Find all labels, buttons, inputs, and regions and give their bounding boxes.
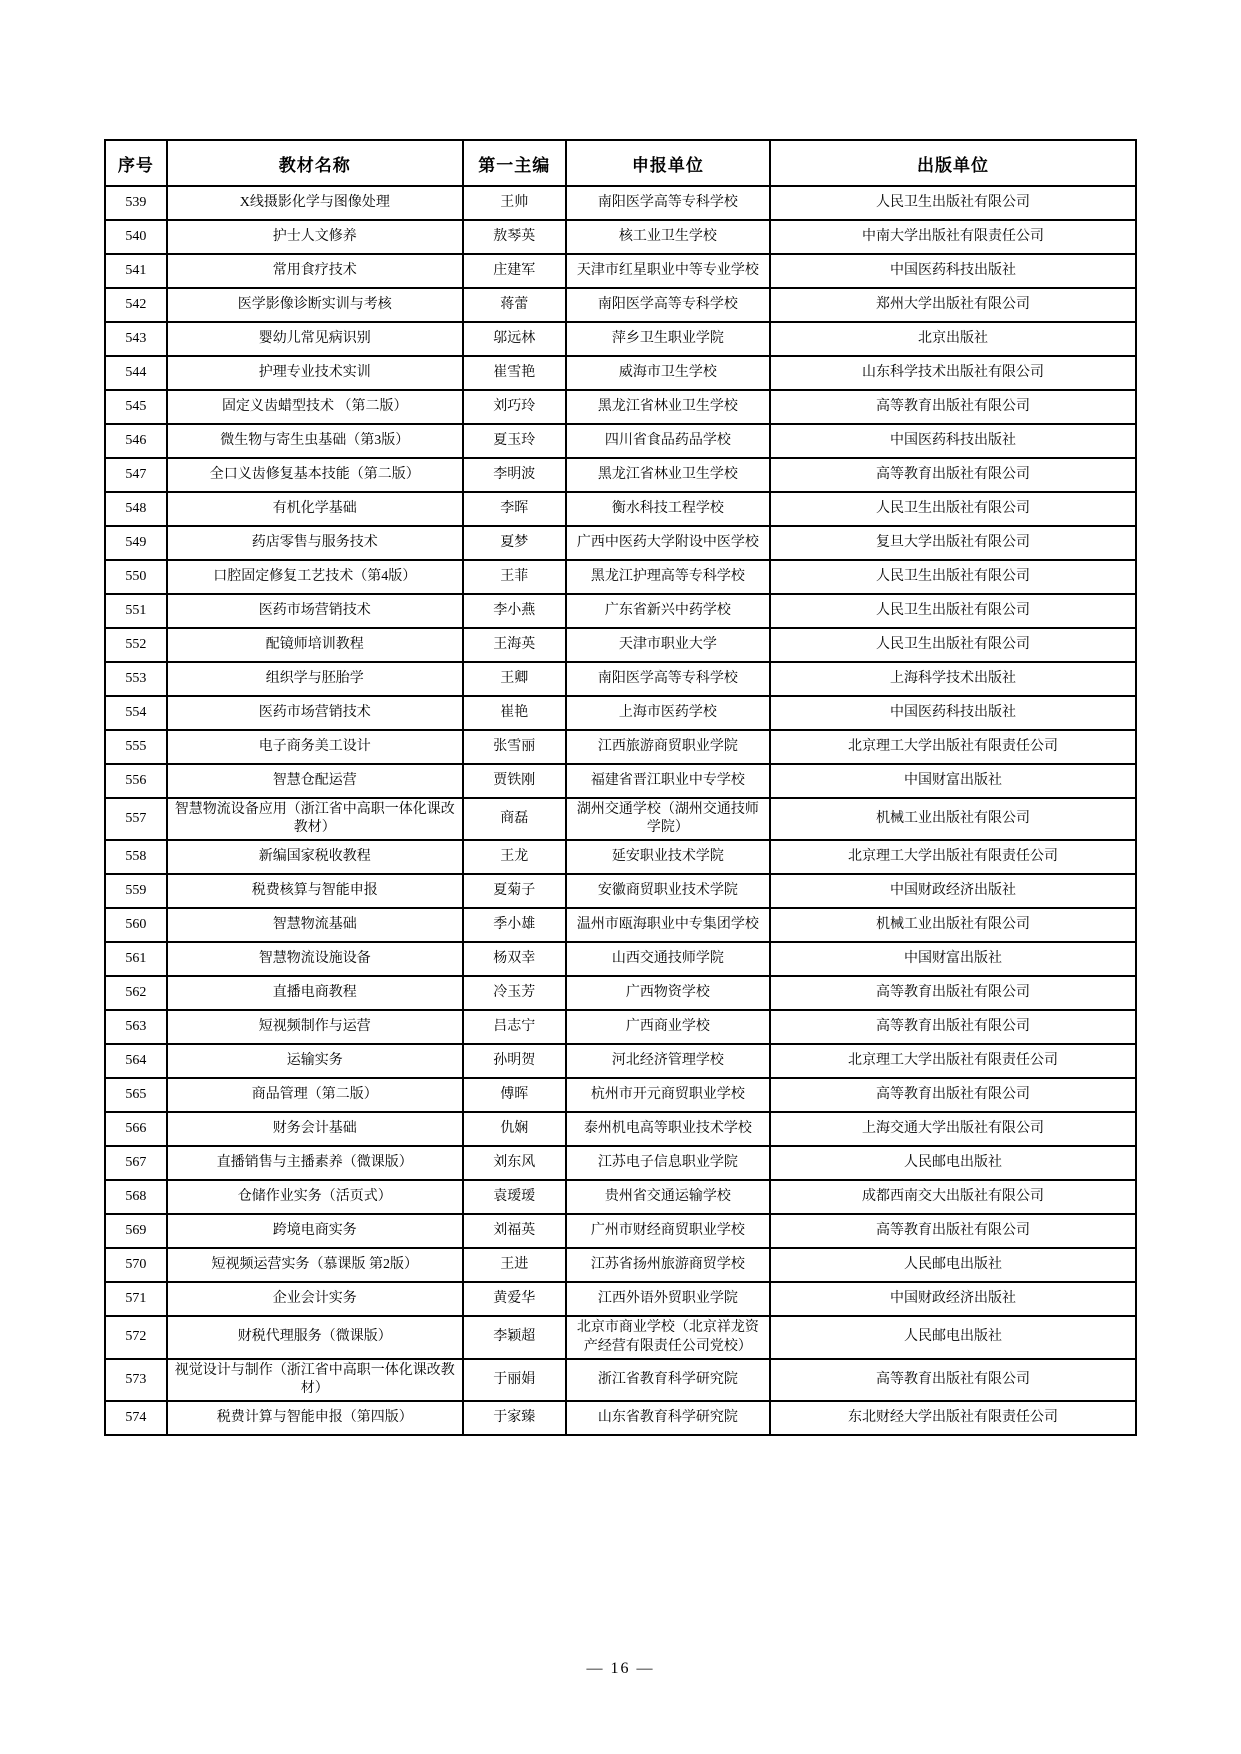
column-header-editor: 第一主编 — [463, 140, 566, 186]
table-row — [105, 322, 1136, 356]
cell-title: 微生物与寄生虫基础（第3版） — [167, 424, 463, 458]
cell-org: 安徽商贸职业技术学院 — [566, 874, 770, 908]
cell-org: 江苏省扬州旅游商贸学校 — [566, 1248, 770, 1282]
cell-editor: 冷玉芳 — [463, 976, 566, 1010]
cell-org: 江苏电子信息职业学院 — [566, 1146, 770, 1180]
cell-editor: 王进 — [463, 1248, 566, 1282]
cell-title: 医药市场营销技术 — [167, 696, 463, 730]
cell-title: 护士人文修养 — [167, 220, 463, 254]
cell-org: 浙江省教育科学研究院 — [566, 1359, 770, 1401]
table-row — [105, 1248, 1136, 1282]
cell-editor: 吕志宁 — [463, 1010, 566, 1044]
table-row — [105, 764, 1136, 798]
cell-serial: 554 — [105, 696, 167, 730]
cell-publisher: 郑州大学出版社有限公司 — [770, 288, 1136, 322]
cell-publisher: 中国医药科技出版社 — [770, 424, 1136, 458]
cell-publisher: 机械工业出版社有限公司 — [770, 798, 1136, 840]
page-number: — 16 — — [586, 1660, 655, 1677]
cell-org: 山西交通技师学院 — [566, 942, 770, 976]
cell-title: 短视频制作与运营 — [167, 1010, 463, 1044]
cell-serial: 546 — [105, 424, 167, 458]
cell-title: 智慧物流设施设备 — [167, 942, 463, 976]
cell-org: 河北经济管理学校 — [566, 1044, 770, 1078]
table-row — [105, 288, 1136, 322]
cell-editor: 仇娴 — [463, 1112, 566, 1146]
cell-title: 医药市场营销技术 — [167, 594, 463, 628]
table-row — [105, 942, 1136, 976]
cell-publisher: 人民邮电出版社 — [770, 1248, 1136, 1282]
cell-serial: 574 — [105, 1401, 167, 1435]
cell-publisher: 人民卫生出版社有限公司 — [770, 492, 1136, 526]
cell-serial: 547 — [105, 458, 167, 492]
cell-title: 商品管理（第二版） — [167, 1078, 463, 1112]
cell-editor: 杨双幸 — [463, 942, 566, 976]
cell-serial: 549 — [105, 526, 167, 560]
table-row — [105, 356, 1136, 390]
cell-editor: 崔艳 — [463, 696, 566, 730]
cell-title: 新编国家税收教程 — [167, 840, 463, 874]
cell-org: 广西商业学校 — [566, 1010, 770, 1044]
cell-org: 广西物资学校 — [566, 976, 770, 1010]
cell-publisher: 复旦大学出版社有限公司 — [770, 526, 1136, 560]
cell-editor: 商磊 — [463, 798, 566, 840]
cell-editor: 黄爱华 — [463, 1282, 566, 1316]
cell-org: 黑龙江省林业卫生学校 — [566, 390, 770, 424]
cell-serial: 572 — [105, 1316, 167, 1358]
cell-title: 护理专业技术实训 — [167, 356, 463, 390]
cell-serial: 552 — [105, 628, 167, 662]
table-row — [105, 1282, 1136, 1316]
table-row — [105, 628, 1136, 662]
cell-publisher: 人民卫生出版社有限公司 — [770, 186, 1136, 220]
cell-editor: 李晖 — [463, 492, 566, 526]
cell-title: X线摄影化学与图像处理 — [167, 186, 463, 220]
table-row — [105, 594, 1136, 628]
table-row — [105, 560, 1136, 594]
table-row — [105, 254, 1136, 288]
cell-org: 山东省教育科学研究院 — [566, 1401, 770, 1435]
cell-serial: 564 — [105, 1044, 167, 1078]
cell-title: 智慧物流基础 — [167, 908, 463, 942]
cell-editor: 王卿 — [463, 662, 566, 696]
table-row — [105, 1146, 1136, 1180]
table-row — [105, 798, 1136, 840]
cell-publisher: 机械工业出版社有限公司 — [770, 908, 1136, 942]
cell-serial: 540 — [105, 220, 167, 254]
cell-editor: 于丽娟 — [463, 1359, 566, 1401]
cell-publisher: 上海科学技术出版社 — [770, 662, 1136, 696]
cell-serial: 559 — [105, 874, 167, 908]
cell-org: 核工业卫生学校 — [566, 220, 770, 254]
cell-serial: 557 — [105, 798, 167, 840]
header-row — [105, 140, 1136, 186]
table-row — [105, 696, 1136, 730]
cell-org: 衡水科技工程学校 — [566, 492, 770, 526]
cell-publisher: 人民卫生出版社有限公司 — [770, 594, 1136, 628]
cell-serial: 558 — [105, 840, 167, 874]
cell-org: 杭州市开元商贸职业学校 — [566, 1078, 770, 1112]
column-header-serial: 序号 — [105, 140, 167, 186]
cell-editor: 李颖超 — [463, 1316, 566, 1358]
cell-editor: 王菲 — [463, 560, 566, 594]
cell-publisher: 山东科学技术出版社有限公司 — [770, 356, 1136, 390]
cell-serial: 571 — [105, 1282, 167, 1316]
table-row — [105, 908, 1136, 942]
cell-publisher: 北京理工大学出版社有限责任公司 — [770, 730, 1136, 764]
cell-title: 视觉设计与制作（浙江省中高职一体化课改教材） — [167, 1359, 463, 1401]
cell-org: 温州市瓯海职业中专集团学校 — [566, 908, 770, 942]
cell-org: 黑龙江省林业卫生学校 — [566, 458, 770, 492]
cell-title: 税费核算与智能申报 — [167, 874, 463, 908]
cell-editor: 蒋蕾 — [463, 288, 566, 322]
cell-serial: 544 — [105, 356, 167, 390]
cell-publisher: 高等教育出版社有限公司 — [770, 458, 1136, 492]
cell-editor: 刘巧玲 — [463, 390, 566, 424]
cell-publisher: 北京理工大学出版社有限责任公司 — [770, 1044, 1136, 1078]
cell-editor: 李小燕 — [463, 594, 566, 628]
cell-editor: 刘东风 — [463, 1146, 566, 1180]
cell-serial: 553 — [105, 662, 167, 696]
table-row — [105, 1359, 1136, 1401]
table-row — [105, 840, 1136, 874]
cell-org: 广西中医药大学附设中医学校 — [566, 526, 770, 560]
table-row — [105, 526, 1136, 560]
cell-title: 运输实务 — [167, 1044, 463, 1078]
table-row — [105, 662, 1136, 696]
cell-editor: 敖琴英 — [463, 220, 566, 254]
cell-publisher: 中国财富出版社 — [770, 764, 1136, 798]
cell-editor: 袁瑷瑷 — [463, 1180, 566, 1214]
cell-editor: 王龙 — [463, 840, 566, 874]
cell-editor: 刘福英 — [463, 1214, 566, 1248]
cell-publisher: 中国医药科技出版社 — [770, 254, 1136, 288]
table-row — [105, 1010, 1136, 1044]
cell-editor: 夏玉玲 — [463, 424, 566, 458]
cell-editor: 于家臻 — [463, 1401, 566, 1435]
table-row — [105, 1044, 1136, 1078]
cell-serial: 543 — [105, 322, 167, 356]
cell-org: 天津市红星职业中等专业学校 — [566, 254, 770, 288]
cell-title: 税费计算与智能申报（第四版） — [167, 1401, 463, 1435]
cell-title: 组织学与胚胎学 — [167, 662, 463, 696]
cell-title: 企业会计实务 — [167, 1282, 463, 1316]
column-header-org: 申报单位 — [566, 140, 770, 186]
column-header-publisher: 出版单位 — [770, 140, 1136, 186]
cell-title: 电子商务美工设计 — [167, 730, 463, 764]
cell-serial: 550 — [105, 560, 167, 594]
cell-title: 仓储作业实务（活页式） — [167, 1180, 463, 1214]
cell-editor: 王帅 — [463, 186, 566, 220]
table-row — [105, 424, 1136, 458]
cell-org: 四川省食品药品学校 — [566, 424, 770, 458]
table-row — [105, 874, 1136, 908]
cell-title: 常用食疗技术 — [167, 254, 463, 288]
table-row — [105, 390, 1136, 424]
cell-serial: 551 — [105, 594, 167, 628]
cell-publisher: 中国医药科技出版社 — [770, 696, 1136, 730]
cell-title: 财务会计基础 — [167, 1112, 463, 1146]
cell-publisher: 中国财政经济出版社 — [770, 1282, 1136, 1316]
cell-org: 泰州机电高等职业技术学校 — [566, 1112, 770, 1146]
cell-editor: 夏菊子 — [463, 874, 566, 908]
cell-publisher: 高等教育出版社有限公司 — [770, 1214, 1136, 1248]
table-row — [105, 1214, 1136, 1248]
cell-title: 固定义齿蜡型技术 （第二版） — [167, 390, 463, 424]
table-header — [105, 140, 1136, 186]
cell-editor: 夏梦 — [463, 526, 566, 560]
table-row — [105, 1316, 1136, 1358]
cell-editor: 庄建军 — [463, 254, 566, 288]
cell-org: 贵州省交通运输学校 — [566, 1180, 770, 1214]
cell-publisher: 人民邮电出版社 — [770, 1146, 1136, 1180]
cell-org: 南阳医学高等专科学校 — [566, 662, 770, 696]
cell-publisher: 高等教育出版社有限公司 — [770, 1359, 1136, 1401]
cell-org: 北京市商业学校（北京祥龙资产经营有限责任公司党校） — [566, 1316, 770, 1358]
table-row — [105, 976, 1136, 1010]
cell-serial: 568 — [105, 1180, 167, 1214]
cell-serial: 567 — [105, 1146, 167, 1180]
table-row — [105, 458, 1136, 492]
cell-serial: 545 — [105, 390, 167, 424]
cell-editor: 邬远林 — [463, 322, 566, 356]
cell-org: 威海市卫生学校 — [566, 356, 770, 390]
cell-org: 黑龙江护理高等专科学校 — [566, 560, 770, 594]
cell-publisher: 高等教育出版社有限公司 — [770, 1010, 1136, 1044]
cell-publisher: 高等教育出版社有限公司 — [770, 390, 1136, 424]
cell-serial: 548 — [105, 492, 167, 526]
cell-serial: 573 — [105, 1359, 167, 1401]
table-row — [105, 220, 1136, 254]
cell-serial: 560 — [105, 908, 167, 942]
cell-org: 延安职业技术学院 — [566, 840, 770, 874]
cell-title: 婴幼儿常见病识别 — [167, 322, 463, 356]
cell-publisher: 人民卫生出版社有限公司 — [770, 560, 1136, 594]
cell-serial: 555 — [105, 730, 167, 764]
cell-editor: 孙明贺 — [463, 1044, 566, 1078]
cell-serial: 570 — [105, 1248, 167, 1282]
cell-title: 配镜师培训教程 — [167, 628, 463, 662]
table-row — [105, 1401, 1136, 1435]
cell-title: 有机化学基础 — [167, 492, 463, 526]
cell-editor: 李明波 — [463, 458, 566, 492]
textbook-table-container — [104, 139, 1137, 1436]
table-body — [105, 186, 1136, 1435]
cell-serial: 539 — [105, 186, 167, 220]
table-row — [105, 492, 1136, 526]
cell-org: 江西旅游商贸职业学院 — [566, 730, 770, 764]
cell-publisher: 北京出版社 — [770, 322, 1136, 356]
cell-editor: 贾铁刚 — [463, 764, 566, 798]
cell-serial: 561 — [105, 942, 167, 976]
cell-title: 直播电商教程 — [167, 976, 463, 1010]
cell-org: 湖州交通学校（湖州交通技师学院） — [566, 798, 770, 840]
cell-publisher: 中南大学出版社有限责任公司 — [770, 220, 1136, 254]
cell-org: 天津市职业大学 — [566, 628, 770, 662]
cell-title: 短视频运营实务（慕课版 第2版） — [167, 1248, 463, 1282]
cell-publisher: 北京理工大学出版社有限责任公司 — [770, 840, 1136, 874]
table-row — [105, 1078, 1136, 1112]
cell-serial: 566 — [105, 1112, 167, 1146]
cell-title: 医学影像诊断实训与考核 — [167, 288, 463, 322]
column-header-title: 教材名称 — [167, 140, 463, 186]
cell-editor: 季小雄 — [463, 908, 566, 942]
cell-publisher: 东北财经大学出版社有限责任公司 — [770, 1401, 1136, 1435]
cell-serial: 542 — [105, 288, 167, 322]
cell-publisher: 人民邮电出版社 — [770, 1316, 1136, 1358]
cell-serial: 556 — [105, 764, 167, 798]
cell-title: 财税代理服务（微课版） — [167, 1316, 463, 1358]
cell-org: 南阳医学高等专科学校 — [566, 186, 770, 220]
cell-publisher: 高等教育出版社有限公司 — [770, 1078, 1136, 1112]
cell-org: 广州市财经商贸职业学校 — [566, 1214, 770, 1248]
cell-serial: 562 — [105, 976, 167, 1010]
cell-editor: 崔雪艳 — [463, 356, 566, 390]
cell-publisher: 高等教育出版社有限公司 — [770, 976, 1136, 1010]
cell-title: 智慧仓配运营 — [167, 764, 463, 798]
cell-serial: 563 — [105, 1010, 167, 1044]
cell-title: 口腔固定修复工艺技术（第4版） — [167, 560, 463, 594]
cell-org: 上海市医药学校 — [566, 696, 770, 730]
cell-org: 南阳医学高等专科学校 — [566, 288, 770, 322]
cell-title: 跨境电商实务 — [167, 1214, 463, 1248]
cell-editor: 王海英 — [463, 628, 566, 662]
table-row — [105, 1180, 1136, 1214]
cell-title: 药店零售与服务技术 — [167, 526, 463, 560]
cell-publisher: 中国财富出版社 — [770, 942, 1136, 976]
table-row — [105, 186, 1136, 220]
table-row — [105, 1112, 1136, 1146]
cell-editor: 傅晖 — [463, 1078, 566, 1112]
cell-publisher: 中国财政经济出版社 — [770, 874, 1136, 908]
cell-org: 广东省新兴中药学校 — [566, 594, 770, 628]
cell-serial: 565 — [105, 1078, 167, 1112]
cell-publisher: 人民卫生出版社有限公司 — [770, 628, 1136, 662]
cell-publisher: 成都西南交大出版社有限公司 — [770, 1180, 1136, 1214]
cell-editor: 张雪丽 — [463, 730, 566, 764]
textbook-table — [104, 139, 1137, 1436]
cell-title: 智慧物流设备应用（浙江省中高职一体化课改教材） — [167, 798, 463, 840]
cell-title: 全口义齿修复基本技能（第二版） — [167, 458, 463, 492]
cell-serial: 541 — [105, 254, 167, 288]
cell-title: 直播销售与主播素养（微课版） — [167, 1146, 463, 1180]
table-row — [105, 730, 1136, 764]
cell-org: 江西外语外贸职业学院 — [566, 1282, 770, 1316]
cell-org: 萍乡卫生职业学院 — [566, 322, 770, 356]
cell-publisher: 上海交通大学出版社有限公司 — [770, 1112, 1136, 1146]
cell-serial: 569 — [105, 1214, 167, 1248]
cell-org: 福建省晋江职业中专学校 — [566, 764, 770, 798]
